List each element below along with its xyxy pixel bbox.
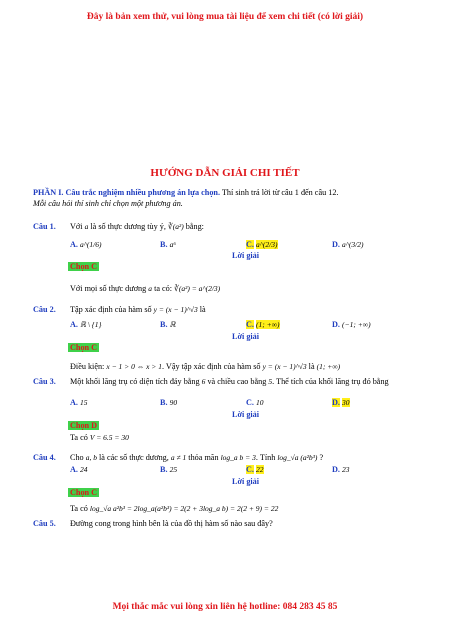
option-c[interactable] — [246, 398, 264, 407]
solution-work — [70, 284, 220, 293]
option-value: 24 — [80, 465, 88, 474]
q2-work-result: (1; +∞) — [316, 362, 341, 371]
q2-work-a: Điều kiện: — [70, 362, 105, 371]
option-value: ℝ \ {1} — [80, 320, 102, 329]
q3-work-expr: V = 6.5 = 30 — [89, 433, 129, 442]
answer-choice: Chọn D — [70, 421, 98, 430]
q4-work-a: Ta có — [70, 504, 88, 513]
q3-text-c: . Thể tích của khối lăng trụ đó bằng — [272, 377, 389, 386]
solution-label: Lời giải — [232, 251, 260, 260]
option-b[interactable] — [160, 320, 176, 329]
option-value: a^(1/6) — [80, 240, 102, 249]
option-value: a^(3/2) — [342, 240, 364, 249]
option-a[interactable] — [70, 465, 88, 474]
option-letter: B. — [160, 465, 168, 474]
option-letter: C. — [246, 320, 254, 329]
option-value: 25 — [169, 465, 178, 474]
q3-base: 6 — [201, 377, 206, 386]
option-b[interactable] — [160, 398, 177, 407]
option-value: 23 — [342, 465, 350, 474]
q3-work-a: Ta có — [70, 433, 88, 442]
q4-target: log_√a (a²b³) — [277, 453, 318, 462]
solution-label: Lời giải — [232, 332, 260, 341]
q4-vars: a, b — [85, 453, 97, 462]
question-number: Câu 5. — [33, 519, 56, 528]
option-value: a^(2/3) — [256, 240, 278, 249]
q4-work-expr: log_√a a²b³ = 2log_a(a²b³) = 2(2 + 3log_a b) = 2(2 + 9) = 22 — [89, 504, 279, 513]
q3-text-b: và chiều cao bằng — [207, 377, 267, 386]
option-value: 90 — [169, 398, 178, 407]
footer-banner: Mọi thắc mắc vui lòng xin liên hệ hotline: 084 283 45 85 — [112, 602, 338, 612]
q2-work-b: . Vậy tập xác định của hàm số — [161, 362, 261, 371]
answer-choice: Chọn C — [70, 343, 98, 352]
option-value: 15 — [80, 398, 88, 407]
option-letter: B. — [160, 398, 168, 407]
option-value: (1; +∞) — [256, 320, 280, 329]
option-letter: C. — [246, 240, 254, 249]
q2-expr: y = (x − 1)^√3 — [153, 305, 198, 314]
option-a[interactable] — [70, 240, 102, 249]
q1-text-b: là số thực dương tùy ý, — [90, 222, 166, 231]
option-letter: A. — [70, 320, 78, 329]
option-c[interactable] — [246, 320, 280, 329]
q4-text-e: ? — [319, 453, 324, 462]
question-text — [70, 305, 206, 314]
question-number: Câu 4. — [33, 453, 56, 462]
option-value: ℝ — [169, 320, 176, 329]
q4-given: log_a b = 3 — [220, 453, 256, 462]
option-letter: D. — [332, 320, 340, 329]
q2-text-b: là — [199, 305, 206, 314]
q4-text-c: thỏa mãn — [188, 453, 219, 462]
option-d[interactable] — [332, 320, 371, 329]
q4-cond: a ≠ 1 — [170, 453, 187, 462]
option-letter: D. — [332, 240, 340, 249]
option-value: 30 — [342, 398, 350, 407]
question-text — [70, 453, 323, 462]
q2-text-a: Tập xác định của hàm số — [70, 305, 152, 314]
option-letter: D. — [332, 398, 340, 407]
question-number: Câu 3. — [33, 377, 56, 386]
option-value: a⁶ — [169, 240, 176, 249]
option-letter: B. — [160, 320, 168, 329]
part-heading-label: PHẦN I. Câu trắc nghiệm nhiều phương án lựa chọn. — [33, 188, 221, 197]
option-value: 10 — [256, 398, 264, 407]
option-a[interactable] — [70, 398, 88, 407]
q4-text-a: Cho — [70, 453, 84, 462]
q4-text-d: . Tính — [255, 453, 276, 462]
option-letter: A. — [70, 240, 78, 249]
question-text — [70, 377, 430, 387]
q1-var: a — [84, 222, 89, 231]
option-letter: C. — [246, 398, 254, 407]
option-d[interactable] — [332, 240, 364, 249]
question-text: Đường cong trong hình bên là của đồ thị hàm số nào sau đây? — [70, 519, 273, 528]
solution-label: Lời giải — [232, 477, 260, 486]
question-number: Câu 2. — [33, 305, 56, 314]
solution-work — [70, 362, 340, 371]
option-b[interactable] — [160, 465, 177, 474]
option-letter: A. — [70, 465, 78, 474]
option-d[interactable] — [332, 465, 350, 474]
answer-choice: Chọn C — [70, 488, 98, 497]
answer-choice: Chọn C — [70, 262, 98, 271]
q1-work-b: ta có: — [154, 284, 173, 293]
question-text — [70, 222, 204, 231]
q3-height: 5 — [268, 377, 273, 386]
q3-text-a: Một khối lăng trụ có diện tích đáy bằng — [70, 377, 200, 386]
option-b[interactable] — [160, 240, 176, 249]
solution-work — [70, 433, 129, 442]
option-letter: C. — [246, 465, 254, 474]
solution-work — [70, 504, 278, 513]
option-letter: D. — [332, 465, 340, 474]
option-value: (−1; +∞) — [342, 320, 371, 329]
option-c[interactable] — [246, 240, 278, 249]
option-letter: B. — [160, 240, 168, 249]
q1-work-var: a — [148, 284, 153, 293]
page-title: HƯỚNG DẪN GIẢI CHI TIẾT — [150, 167, 300, 179]
option-value: 22 — [256, 465, 264, 474]
part-heading-rest: Thí sinh trả lời từ câu 1 đến câu 12. — [220, 188, 339, 197]
q2-work-c: là — [308, 362, 315, 371]
part-note: Mỗi câu hỏi thí sinh chỉ chọn một phương án. — [33, 199, 183, 208]
option-c[interactable] — [246, 465, 264, 474]
q2-work-cond: x − 1 > 0 ⇔ x > 1 — [106, 362, 162, 371]
q4-text-b: là các số thực dương, — [99, 453, 169, 462]
option-a[interactable] — [70, 320, 102, 329]
option-d[interactable] — [332, 398, 350, 407]
header-banner: Đây là bản xem thử, vui lòng mua tài liệu để xem chi tiết (có lời giải) — [86, 12, 364, 22]
question-number: Câu 1. — [33, 222, 56, 231]
q1-work-expr: ∛(a²) = a^(2/3) — [174, 284, 221, 293]
solution-label: Lời giải — [232, 410, 260, 419]
q1-expr: ∛(a²) — [167, 222, 184, 231]
part-heading — [33, 187, 423, 198]
q1-text-c: bằng: — [185, 222, 204, 231]
q1-work-a: Với mọi số thực dương — [70, 284, 147, 293]
option-letter: A. — [70, 398, 78, 407]
q1-text-a: Với — [70, 222, 83, 231]
q2-work-expr: y = (x − 1)^√3 — [262, 362, 307, 371]
